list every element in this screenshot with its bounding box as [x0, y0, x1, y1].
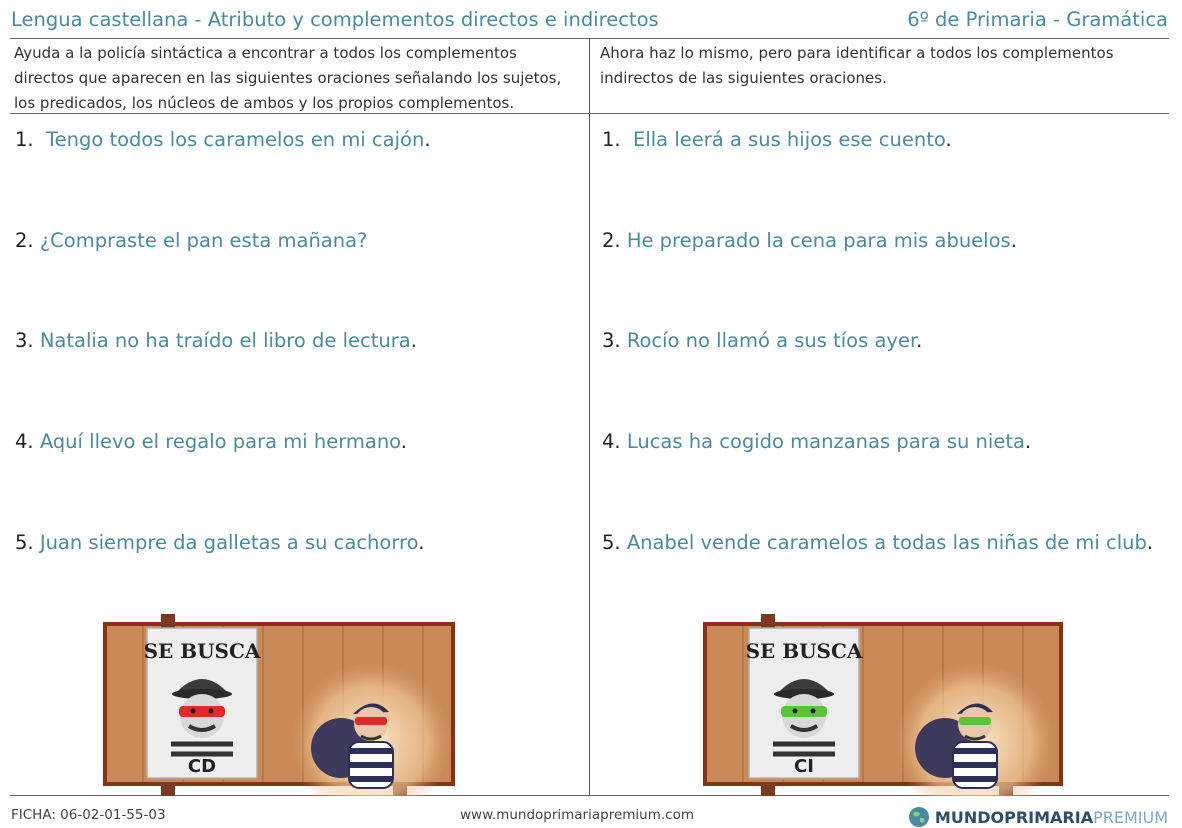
sentence-text: Anabel vende caramelos a todas las niñas de mi club: [626, 531, 1147, 554]
wanted-sign-ci: [703, 614, 1063, 796]
grade-subject: 6º de Primaria - Gramática: [907, 8, 1168, 31]
wanted-sign-cd: [103, 614, 455, 796]
instruction-line: directos que aparecen en las siguientes oraciones señalando los sujetos,: [14, 69, 562, 87]
sentence-end: .: [945, 128, 952, 151]
right-sentence-3: [602, 329, 922, 352]
sentence-number: 2.: [602, 229, 621, 252]
column-divider: [589, 38, 590, 795]
sentence-number: 4.: [15, 430, 34, 453]
sentence-end: .: [916, 329, 923, 352]
sentence-number: 5.: [602, 531, 621, 554]
brand-premium: PREMIUM: [1093, 807, 1168, 827]
sentence-number: 4.: [602, 430, 621, 453]
left-sentence-3: [15, 329, 417, 352]
poster-label: CD: [187, 756, 217, 777]
mask-icon: [179, 706, 225, 717]
sentence-end: .: [410, 329, 417, 352]
sentence-end: .: [1010, 229, 1017, 252]
sentence-number: 5.: [15, 531, 34, 554]
sentence-number: 3.: [602, 329, 621, 352]
website-url: www.mundoprimariapremium.com: [460, 807, 694, 823]
sentence-end: .: [1146, 531, 1154, 554]
sentence-end: .: [424, 128, 431, 151]
right-sentence-2: [602, 229, 1017, 252]
left-sentence-5: [15, 531, 424, 554]
worksheet-title: Lengua castellana - Atributo y complementos directos e indirectos: [11, 8, 659, 31]
sentence-text: Rocío no llamó a sus tíos ayer: [626, 329, 917, 352]
right-instructions: [600, 41, 1114, 91]
sentence-number: 2.: [15, 229, 34, 252]
sentence-number: 1.: [15, 128, 34, 151]
sentence-text: Ella leerá a sus hijos ese cuento: [633, 128, 946, 151]
left-sentence-2: [15, 229, 367, 252]
sentence-text: Lucas ha cogido manzanas para su nieta: [626, 430, 1025, 453]
left-sentence-4: [15, 430, 407, 453]
right-sentence-4: [602, 430, 1031, 453]
sentence-text: He preparado la cena para mis abuelos: [626, 229, 1011, 252]
sentence-number: 3.: [15, 329, 34, 352]
poster-label: CI: [794, 756, 814, 777]
globe-icon: [908, 806, 930, 828]
sentence-text: ¿Compraste el pan esta mañana?: [39, 229, 368, 252]
sentence-end: .: [400, 430, 407, 453]
right-sentence-1: [602, 128, 952, 151]
sentence-number: 1.: [602, 128, 621, 151]
poster-title: SE BUSCA: [745, 639, 863, 663]
brand-logo: [908, 806, 1168, 828]
instruction-line: los predicados, los núcleos de ambos y los propios complementos.: [14, 94, 515, 112]
instruction-line: indirectos de las siguientes oraciones.: [600, 69, 887, 87]
brand-mundo: MUNDO: [934, 807, 1005, 827]
ficha-code: FICHA: 06-02-01-55-03: [11, 807, 166, 823]
instruction-line: Ahora haz lo mismo, pero para identificar a todos los complementos: [600, 44, 1114, 62]
left-instructions: [14, 41, 561, 116]
poster-title: SE BUSCA: [143, 639, 261, 663]
sentence-end: .: [1024, 430, 1032, 453]
brand-primaria: PRIMARIA: [1004, 807, 1094, 827]
right-sentence-5: [602, 531, 1153, 554]
sentence-text: Natalia no ha traído el libro de lectura: [39, 329, 411, 352]
sentence-text: Juan siempre da galletas a su cachorro: [39, 531, 419, 554]
instruction-line: Ayuda a la policía sintáctica a encontrar a todos los complementos: [14, 44, 517, 62]
sentence-end: .: [418, 531, 425, 554]
mask-icon: [781, 706, 827, 717]
left-sentence-1: [15, 128, 431, 151]
sentence-text: Tengo todos los caramelos en mi cajón: [46, 128, 425, 151]
sentence-text: Aquí llevo el regalo para mi hermano: [39, 430, 401, 453]
